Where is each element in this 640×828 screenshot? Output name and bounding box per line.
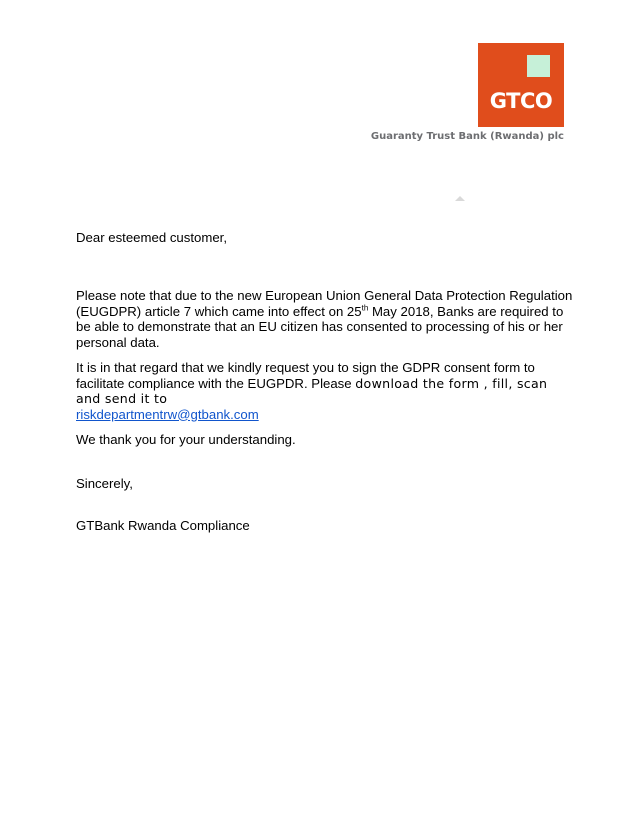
- gtco-logo: [478, 43, 564, 127]
- paragraph-text: May 2018, Banks are required to be able to demonstrate that an EU citizen has consented to processing of his or her personal data.: [76, 303, 564, 350]
- logo-text: GTCO: [489, 89, 553, 113]
- signature: GTBank Rwanda Compliance: [76, 518, 250, 533]
- closing: Sincerely,: [76, 476, 133, 491]
- thanks-line: We thank you for your understanding.: [76, 432, 296, 447]
- paragraph-text: Please note that due to the new European Union General Data Protection Regulation (EUGDPR) article 7 which came into effect on 25: [76, 288, 573, 319]
- ordinal-suffix: th: [361, 303, 369, 313]
- paragraph-gdpr-notice: [76, 288, 576, 350]
- paragraph-text: download the form , fill, scan and send it to: [76, 375, 548, 406]
- email-link[interactable]: riskdepartmentrw@gtbank.com: [76, 406, 259, 422]
- greeting: Dear esteemed customer,: [76, 230, 227, 245]
- logo-square-icon: [527, 55, 550, 77]
- paragraph-text: It is in that regard that we kindly request you to sign the GDPR consent form to facilitate compliance with the EUGPDR. Please: [76, 360, 535, 391]
- paragraph-consent-request: [76, 360, 576, 422]
- bank-name: Guaranty Trust Bank (Rwanda) plc: [370, 131, 564, 142]
- decorative-mark: [455, 196, 465, 201]
